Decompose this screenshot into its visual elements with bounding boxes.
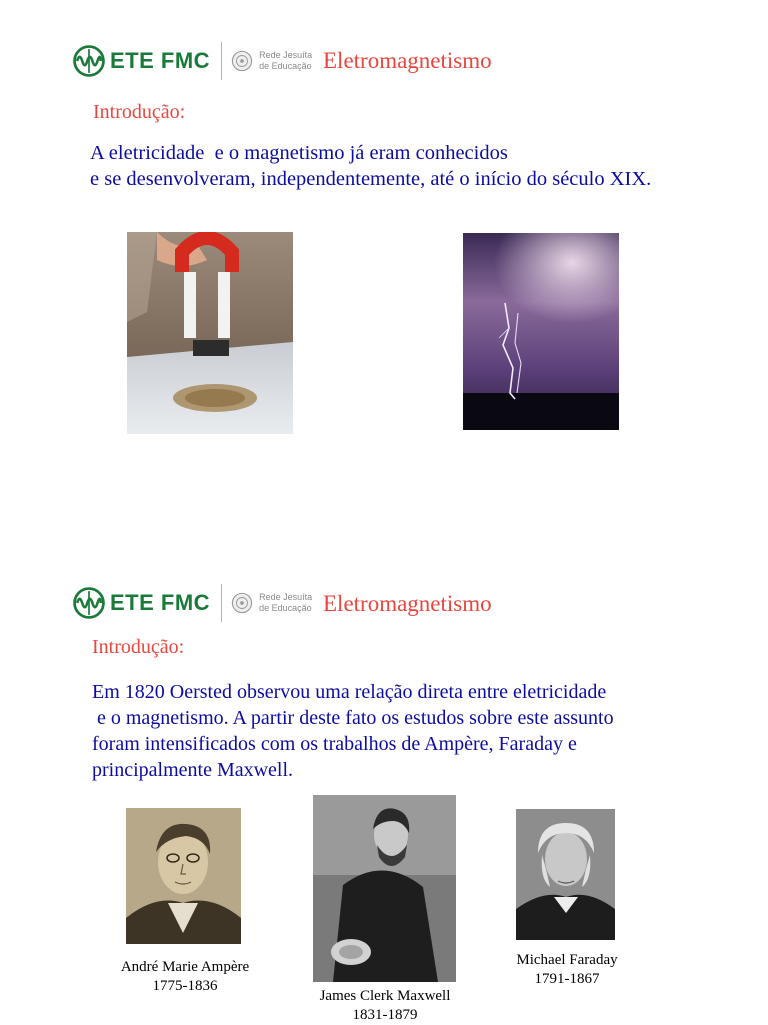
slide-2 [0,542,768,1024]
ete-fmc-logo [72,42,329,80]
ete-wave-logo-icon [72,586,106,620]
ampere-caption [107,958,263,996]
jesuit-seal-icon [231,50,253,72]
faraday-portrait-icon [516,809,615,940]
faraday-caption [496,951,638,989]
portrait-years: 1831-1879 [352,1007,418,1023]
portrait-name: André Marie Ampère [120,959,250,975]
jesuit-seal-icon [231,592,253,614]
logo-divider [221,42,222,80]
section-heading: Introdução: [93,101,186,123]
lightning-storm-photo-icon [463,233,619,430]
logo-divider [221,584,222,622]
logo-brand-text: ETE FMC [110,48,211,73]
ampere-portrait-icon [126,808,241,944]
intro-paragraph [90,140,651,192]
slide-title: Eletromagnetismo [323,591,492,616]
network-name [259,592,329,614]
portrait-name: Michael Faraday [516,952,618,968]
logo-brand-text: ETE FMC [110,590,211,615]
paragraph-line-4: principalmente Maxwell. [92,759,294,781]
network-line-1: Rede Jesuíta [259,50,313,60]
paragraph-line-3: foram intensificados com os trabalhos de Ampère, Faraday e [92,733,577,755]
ete-fmc-logo [72,584,329,622]
ete-wave-logo-icon [72,44,106,78]
portrait-name: James Clerk Maxwell [319,988,451,1004]
paragraph-line-2: e se desenvolveram, independentemente, até o início do século XIX. [90,168,652,190]
oersted-paragraph [92,679,614,783]
portrait-years: 1791-1867 [534,971,600,987]
paragraph-line-2: e o magnetismo. A partir deste fato os estudos sobre este assunto [92,707,614,729]
portrait-years: 1775-1836 [152,978,218,994]
maxwell-caption [300,987,470,1025]
slide-title: Eletromagnetismo [323,48,492,73]
paragraph-line-1: Em 1820 Oersted observou uma relação direta entre eletricidade [92,681,607,703]
paragraph-line-1: A eletricidade e o magnetismo já eram conhecidos [90,142,508,164]
section-heading: Introdução: [92,636,185,658]
horseshoe-magnet-photo-icon [127,232,293,434]
network-name [259,50,329,72]
network-line-1: Rede Jesuíta [259,592,313,602]
maxwell-portrait-icon [313,795,456,982]
network-line-2: de Educação [259,603,312,613]
network-line-2: de Educação [259,61,312,71]
